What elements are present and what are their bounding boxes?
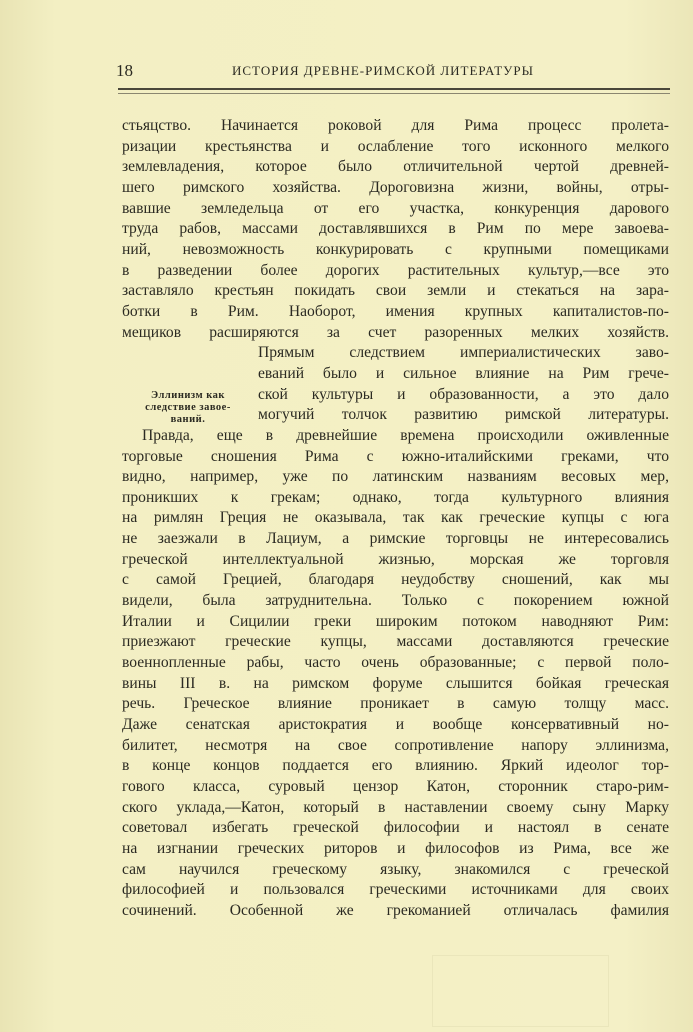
running-title: ИСТОРИЯ ДРЕВНЕ-РИМСКОЙ ЛИТЕРАТУРЫ bbox=[232, 63, 534, 78]
text-line: стьяцство. Начинается роковой для Рима процесс пролета- bbox=[122, 117, 669, 134]
text-line: в разведении более дорогих растительных культур,—все это bbox=[122, 261, 669, 279]
text-line: философией и пользовался греческими источниками для своих bbox=[122, 881, 669, 899]
text-line: Прямым следствием империалистических заво- bbox=[258, 344, 669, 362]
text-line: ского уклада,—Катон, который в наставлении своему сыну Марку bbox=[122, 798, 669, 816]
text-line: греческой интеллектуальной жизнью, морская же торговля bbox=[122, 550, 669, 568]
text-line: на изгнании греческих риторов и философов из Рима, все же bbox=[122, 839, 669, 857]
text-line: с самой Грецией, благодаря неудобству сношений, как мы bbox=[122, 571, 669, 589]
margin-note-line: ваний. bbox=[170, 414, 206, 425]
text-line: мещиков расширяются за счет разоренных мелких хозяйств. bbox=[122, 323, 669, 341]
text-line: в конце концов поддается его влиянию. Яркий идеолог тор- bbox=[122, 757, 669, 775]
text-line: ской культуры и образованности, а это дало bbox=[258, 385, 669, 403]
page-number: 18 bbox=[116, 61, 133, 80]
text-line: вавшие земледельца от его участка, конкуренция дарового bbox=[122, 199, 669, 217]
body-text bbox=[122, 116, 669, 922]
text-line: речь. Греческое влияние проникает в самую толщу масс. bbox=[122, 695, 669, 713]
text-line: ботки в Рим. Наоборот, имения крупных капиталистов-по- bbox=[122, 302, 669, 320]
text-line: торговые сношения Рима с южно-италийскими греками, что bbox=[122, 447, 669, 465]
text-line: не заезжали в Лациум, а римские торговцы не интересовались bbox=[122, 530, 669, 548]
text-line: шего римского хозяйства. Дороговизна жизни, войны, отры- bbox=[122, 178, 669, 196]
margin-note-line: следствие завое- bbox=[145, 402, 231, 413]
text-line: видели, была затруднительна. Только с покорением южной bbox=[122, 592, 669, 610]
faint-stamp bbox=[432, 955, 609, 1027]
text-line: Италии и Сицилии греки широким потоком наводняют Рим: bbox=[122, 612, 669, 630]
text-line: землевладения, которое было отличительной чертой древней- bbox=[122, 158, 669, 176]
text-line: Правда, еще в древнейшие времена происходили оживленные bbox=[142, 426, 669, 444]
text-line: советовал избегать греческой философии и настоял в сенате bbox=[122, 819, 669, 837]
text-line: на римлян Греция не оказывала, так как греческие купцы с юга bbox=[122, 509, 669, 527]
text-line: приезжают греческие купцы, массами доставляются греческие bbox=[122, 633, 669, 651]
text-line: заставляло крестьян покидать свои земли и стекаться на зара- bbox=[122, 282, 669, 300]
text-line: еваний было и сильное влияние на Рим грече- bbox=[258, 364, 669, 382]
text-line: ризации крестьянства и ослабление того исконного мелкого bbox=[122, 137, 669, 155]
text-line: ний, невозможность конкурировать с крупными помещиками bbox=[122, 240, 669, 258]
margin-note-line: Эллинизм как bbox=[151, 390, 225, 401]
text-line: билитет, несмотря на свое сопротивление напору эллинизма, bbox=[122, 736, 669, 754]
text-line: сочинений. Особенной же грекоманией отличалась фамилия bbox=[122, 901, 669, 919]
text-line: сам научился греческому языку, знакомился с греческой bbox=[122, 860, 669, 878]
text-line: труда рабов, массами доставлявшихся в Рим по мере завоева- bbox=[122, 220, 669, 238]
text-line: видно, например, уже по латинским названиям весовых мер, bbox=[122, 468, 669, 486]
text-line: Даже сенатская аристократия и вообще консервативный но- bbox=[122, 716, 669, 734]
text-line: военнопленные рабы, часто очень образованные; с первой поло- bbox=[122, 654, 669, 672]
text-line: вины III в. на римском форуме слышится бойкая греческая bbox=[122, 674, 669, 692]
text-line: могучий толчок развитию римской литературы. bbox=[258, 406, 669, 424]
header-rule bbox=[118, 88, 670, 90]
header-rule-thin bbox=[118, 93, 670, 94]
text-line: гового класса, суровый цензор Катон, сторонник старо-рим- bbox=[122, 778, 669, 795]
text-line: проникших к грекам; однако, тогда культурного влияния bbox=[122, 488, 669, 506]
